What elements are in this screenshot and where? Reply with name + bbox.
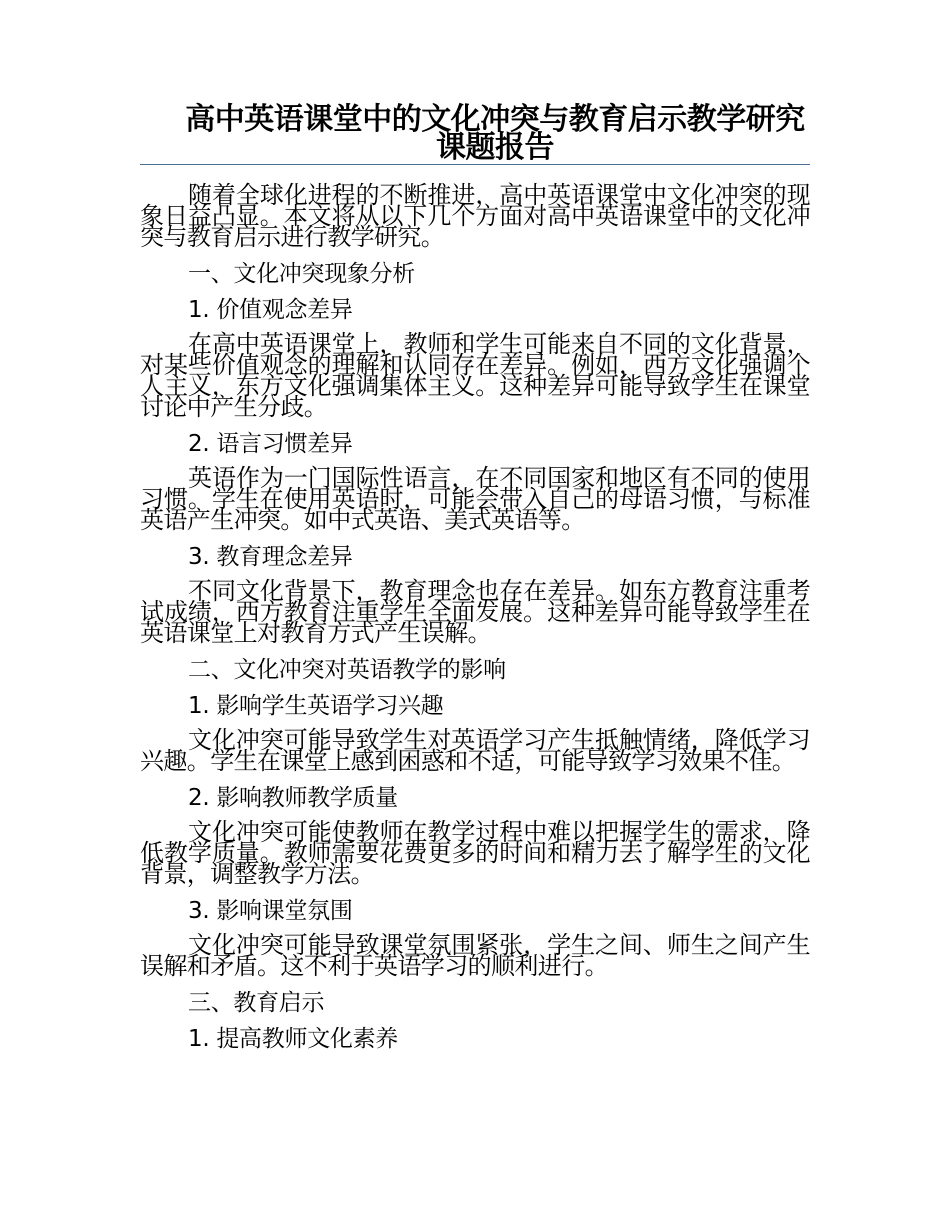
document-title: 高中英语课堂中的文化冲突与教育启示教学研究课题报告 xyxy=(185,102,805,165)
subheading-1-1: 1. 价值观念差异 xyxy=(188,297,353,323)
section-heading-2: 二、文化冲突对英语教学的影响 xyxy=(188,657,506,683)
paragraph-2-3: 文化冲突可能导致课堂氛围紧张，学生之间、师生之间产生误解和矛盾。这不利于英语学习的顺利进行。 xyxy=(140,931,810,980)
paragraph-1-1: 在高中英语课堂上，教师和学生可能来自不同的文化背景，对某些价值观念的理解和认同存在差异。例如，西方文化强调个人主义，东方文化强调集体主义。这种差异可能导致学生在课堂讨论中产生分歧。 xyxy=(140,330,810,421)
section-heading-3: 三、教育启示 xyxy=(188,990,325,1016)
subheading-1-3: 3. 教育理念差异 xyxy=(188,544,353,570)
section-heading-1: 一、文化冲突现象分析 xyxy=(188,261,416,287)
subheading-1-2: 2. 语言习惯差异 xyxy=(188,431,353,457)
paragraph-intro: 随着全球化进程的不断推进，高中英语课堂中文化冲突的现象日益凸显。本文将从以下几个方面对高中英语课堂中的文化冲突与教育启示进行教学研究。 xyxy=(140,181,810,251)
document-page xyxy=(140,102,810,1063)
subheading-2-2: 2. 影响教师教学质量 xyxy=(188,785,398,811)
subheading-2-1: 1. 影响学生英语学习兴趣 xyxy=(188,693,444,719)
subheading-2-3: 3. 影响课堂氛围 xyxy=(188,898,353,924)
paragraph-2-2: 文化冲突可能使教师在教学过程中难以把握学生的需求，降低教学质量。教师需要花费更多的时间和精力去了解学生的文化背景，调整教学方法。 xyxy=(140,818,810,888)
subheading-3-1: 1. 提高教师文化素养 xyxy=(188,1026,398,1052)
paragraph-1-3: 不同文化背景下，教育理念也存在差异。如东方教育注重考试成绩，西方教育注重学生全面发展。这种差异可能导致学生在英语课堂上对教育方式产生误解。 xyxy=(140,577,810,647)
paragraph-2-1: 文化冲突可能导致学生对英语学习产生抵触情绪，降低学习兴趣。学生在课堂上感到困惑和不适，可能导致学习效果不佳。 xyxy=(140,726,810,775)
paragraph-1-2: 英语作为一门国际性语言，在不同国家和地区有不同的使用习惯。学生在使用英语时，可能会带入自己的母语习惯，与标准英语产生冲突。如中式英语、美式英语等。 xyxy=(140,464,810,534)
